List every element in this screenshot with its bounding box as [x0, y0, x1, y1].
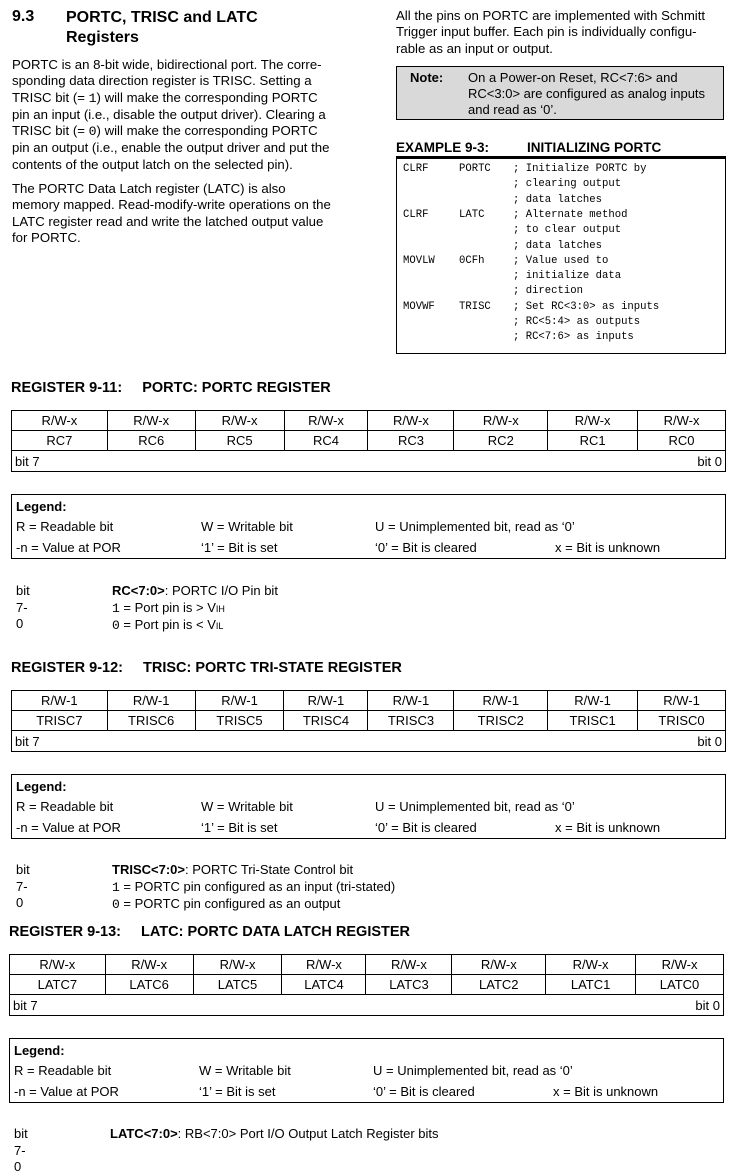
bit-cell: TRISC3 — [368, 711, 454, 731]
text-line: sponding data direction register is TRISC. Setting a — [12, 73, 312, 89]
text-line: All the pins on PORTC are implemented with Schmitt — [396, 8, 706, 23]
access-cell: R/W-x — [107, 411, 195, 431]
access-cell: R/W-x — [195, 411, 284, 431]
note-line: RC<3:0> are configured as analog inputs — [468, 86, 706, 101]
register-title — [11, 660, 402, 676]
bit-high-label: bit 7 — [15, 733, 40, 749]
register-table — [9, 954, 724, 1016]
code-comment: ; Initialize PORTC by — [513, 163, 647, 175]
legend-r: R = Readable bit — [14, 1063, 112, 1078]
register-name: LATC: PORTC DATA LATCH REGISTER — [141, 924, 411, 940]
register-table — [11, 410, 726, 472]
register-title — [11, 380, 331, 396]
legend-n: -n = Value at POR — [14, 1084, 119, 1099]
bit-cell: RC2 — [454, 431, 548, 451]
bit-cell: RC0 — [638, 431, 726, 451]
code-opcode: MOVLW — [403, 254, 435, 267]
access-cell: R/W-x — [282, 955, 366, 975]
legend-x: x = Bit is unknown — [555, 540, 661, 555]
access-cell: R/W-x — [546, 955, 636, 975]
access-cell: R/W-x — [368, 411, 454, 431]
legend-n: -n = Value at POR — [16, 540, 121, 555]
bit-cell: LATC2 — [452, 975, 546, 995]
legend-box — [9, 1038, 724, 1103]
access-cell: R/W-1 — [368, 691, 454, 711]
bit-range: bit 7-0 — [16, 583, 30, 631]
access-cell: R/W-x — [366, 955, 452, 975]
legend-zero: ‘0’ = Bit is cleared — [375, 540, 477, 555]
code-opcode: MOVWF — [403, 300, 435, 313]
legend-title: Legend: — [14, 1043, 65, 1058]
text-line: rable as an input or output. — [396, 40, 553, 56]
legend-r: R = Readable bit — [16, 519, 114, 534]
bit-value: 1 — [88, 90, 97, 106]
bit-cell: RC1 — [548, 431, 638, 451]
section-title-line2: Registers — [66, 29, 139, 46]
subscript: IL — [215, 621, 224, 631]
bit-cell: RC4 — [284, 431, 368, 451]
register-name: PORTC: PORTC REGISTER — [142, 380, 331, 396]
bit-cell: LATC0 — [636, 975, 724, 995]
bit-cell: TRISC0 — [638, 711, 726, 731]
value-meaning: 0 = PORTC pin configured as an output — [112, 896, 341, 912]
access-cell: R/W-x — [193, 955, 282, 975]
access-cell: R/W-1 — [454, 691, 548, 711]
code-comment: ; data latches — [513, 193, 603, 206]
legend-box — [11, 774, 726, 839]
access-cell: R/W-x — [12, 411, 108, 431]
bit-cell: RC7 — [12, 431, 108, 451]
legend-zero: ‘0’ = Bit is cleared — [375, 820, 477, 835]
code-comment: ; to clear output — [513, 224, 622, 237]
access-cell: R/W-x — [452, 955, 546, 975]
legend-u: U = Unimplemented bit, read as ‘0’ — [373, 1063, 573, 1078]
register-label: REGISTER 9-11: — [11, 380, 123, 396]
note-line: On a Power-on Reset, RC<7:6> and — [468, 70, 678, 85]
section-title-line1: PORTC, TRISC and LATC — [66, 9, 258, 26]
bit-range-row — [10, 995, 724, 1016]
access-cell: R/W-1 — [107, 691, 195, 711]
bit-cell: RC6 — [107, 431, 195, 451]
access-cell: R/W-x — [454, 411, 548, 431]
bit-cell: TRISC7 — [12, 711, 108, 731]
access-cell: R/W-x — [548, 411, 638, 431]
legend-zero: ‘0’ = Bit is cleared — [373, 1084, 475, 1099]
code-comment: ; Value used to — [513, 254, 609, 267]
access-cell: R/W-x — [284, 411, 368, 431]
access-cell: R/W-x — [638, 411, 726, 431]
code-comment: ; RC<7:6> as inputs — [513, 331, 634, 344]
code-operand: PORTC — [459, 163, 491, 175]
field-name: LATC<7:0> — [110, 1126, 178, 1141]
legend-w: W = Writable bit — [199, 1063, 291, 1078]
access-cell: R/W-1 — [638, 691, 726, 711]
text-line: The PORTC Data Latch register (LATC) is also — [12, 181, 286, 196]
subscript: IH — [215, 603, 225, 614]
bit-cell: LATC7 — [10, 975, 106, 995]
legend-title: Legend: — [16, 779, 67, 794]
register-label: REGISTER 9-13: — [9, 924, 121, 940]
text-line: TRISC bit (= 1) will make the corresponding PORTC — [12, 89, 318, 106]
bit-low-label: bit 0 — [697, 453, 722, 469]
bit-cell: LATC3 — [366, 975, 452, 995]
bit-value: 0 — [112, 618, 120, 633]
bit-range: bit 7-0 — [14, 1126, 28, 1174]
example-label: EXAMPLE 9-3: — [396, 140, 490, 155]
register-title — [9, 924, 410, 940]
code-comment: ; clearing output — [513, 178, 622, 191]
bit-range: bit 7-0 — [16, 862, 30, 910]
code-comment: ; Alternate method — [513, 208, 628, 221]
text-line: TRISC bit (= 0) will make the corresponding PORTC — [12, 123, 318, 140]
code-operand: TRISC — [459, 300, 491, 313]
field-description: : PORTC I/O Pin bit — [164, 583, 278, 598]
paragraph-schmitt — [396, 8, 726, 57]
note-label: Note: — [410, 70, 444, 85]
bit-value: 1 — [112, 600, 120, 616]
bit-value: 0 — [112, 897, 120, 912]
note-line: and read as ‘0’. — [468, 102, 557, 117]
code-comment: ; data latches — [513, 239, 603, 252]
legend-w: W = Writable bit — [201, 799, 293, 814]
example-title: INITIALIZING PORTC — [527, 140, 662, 155]
note-box — [396, 66, 724, 120]
legend-r: R = Readable bit — [16, 799, 114, 814]
bit-cell: LATC1 — [546, 975, 636, 995]
bit-cell: TRISC5 — [195, 711, 284, 731]
bit-range-row — [12, 731, 726, 752]
legend-w: W = Writable bit — [201, 519, 293, 534]
text-line: for PORTC. — [12, 229, 81, 245]
bit-cell: LATC5 — [193, 975, 282, 995]
access-cell: R/W-x — [10, 955, 106, 975]
value-meaning: 0 = Port pin is < VIL — [112, 617, 224, 633]
bit-cell: TRISC2 — [454, 711, 548, 731]
code-comment: ; Set RC<3:0> as inputs — [513, 300, 660, 313]
code-comment: ; RC<5:4> as outputs — [513, 316, 641, 328]
code-comment: ; initialize data — [513, 270, 622, 283]
code-box — [396, 158, 726, 354]
access-cell: R/W-1 — [284, 691, 368, 711]
bit-cell: TRISC4 — [284, 711, 368, 731]
bit-cell: RC3 — [368, 431, 454, 451]
access-cell: R/W-x — [636, 955, 724, 975]
legend-x: x = Bit is unknown — [555, 820, 661, 835]
legend-u: U = Unimplemented bit, read as ‘0’ — [375, 799, 575, 814]
legend-one: ‘1’ = Bit is set — [199, 1084, 276, 1099]
bit-low-label: bit 0 — [697, 733, 722, 749]
bit-high-label: bit 7 — [15, 453, 40, 469]
value-meaning: 1 = Port pin is > VIH — [112, 599, 225, 616]
field-description: : PORTC Tri-State Control bit — [184, 862, 354, 877]
field-name: RC<7:0> — [112, 583, 165, 598]
register-label: REGISTER 9-12: — [11, 660, 123, 676]
text-line: LATC register read and write the latched output value — [12, 213, 324, 229]
text-line: PORTC is an 8-bit wide, bidirectional port. The corre- — [12, 57, 322, 72]
access-cell: R/W-1 — [195, 691, 284, 711]
bit-value: 0 — [88, 124, 97, 140]
text-line: pin an output (i.e., enable the output driver and put the — [12, 140, 330, 156]
bit-cell: TRISC1 — [548, 711, 638, 731]
bit-cell: LATC6 — [105, 975, 193, 995]
legend-one: ‘1’ = Bit is set — [201, 820, 278, 835]
legend-n: -n = Value at POR — [16, 820, 121, 835]
code-operand: LATC — [459, 208, 485, 221]
access-cell: R/W-x — [105, 955, 193, 975]
legend-title: Legend: — [16, 499, 67, 514]
register-table — [11, 690, 726, 752]
code-operand: 0CFh — [459, 254, 485, 267]
bit-range-row — [12, 451, 726, 472]
example-heading — [396, 140, 661, 155]
register-name: TRISC: PORTC TRI-STATE REGISTER — [143, 660, 402, 676]
access-cell: R/W-1 — [12, 691, 108, 711]
section-title — [66, 8, 326, 48]
bit-value: 1 — [112, 879, 120, 895]
bit-cell: TRISC6 — [107, 711, 195, 731]
field-description: : RB<7:0> Port I/O Output Latch Register bits — [177, 1126, 439, 1141]
section-number: 9.3 — [12, 8, 35, 25]
legend-u: U = Unimplemented bit, read as ‘0’ — [375, 519, 575, 534]
value-meaning: 1 = PORTC pin configured as an input (tri-stated) — [112, 878, 396, 895]
access-cell: R/W-1 — [548, 691, 638, 711]
bit-low-label: bit 0 — [695, 997, 720, 1013]
text-line: Trigger input buffer. Each pin is individually configu- — [396, 24, 697, 40]
field-name: TRISC<7:0> — [112, 862, 185, 877]
text-line: contents of the output latch on the selected pin). — [12, 156, 293, 172]
legend-x: x = Bit is unknown — [553, 1084, 659, 1099]
code-opcode: CLRF — [403, 208, 429, 221]
text-line: memory mapped. Read-modify-write operations on the — [12, 197, 331, 213]
code-opcode: CLRF — [403, 163, 429, 175]
text-line: pin an input (i.e., disable the output driver). Clearing a — [12, 106, 326, 122]
bit-high-label: bit 7 — [13, 997, 38, 1013]
legend-one: ‘1’ = Bit is set — [201, 540, 278, 555]
paragraph-latc — [12, 181, 341, 246]
paragraph-portc-intro — [12, 57, 341, 173]
note-text — [468, 70, 720, 118]
legend-box — [11, 494, 726, 559]
bit-cell: LATC4 — [282, 975, 366, 995]
code-comment: ; direction — [513, 285, 583, 298]
bit-cell: RC5 — [195, 431, 284, 451]
